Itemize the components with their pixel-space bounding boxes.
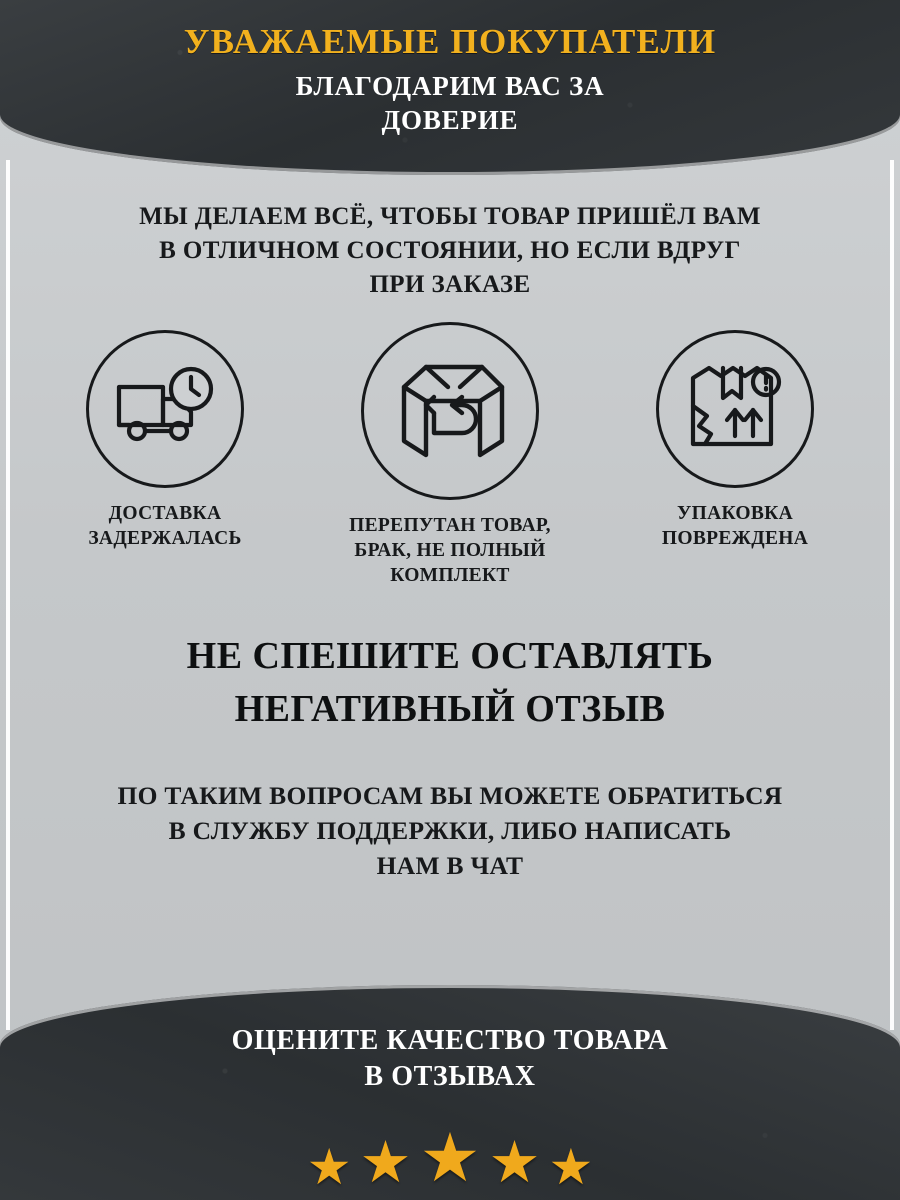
header-subtitle <box>215 70 685 138</box>
rating-stars[interactable] <box>0 1120 900 1196</box>
footer-banner <box>0 985 900 1200</box>
support-note-line-3: НАМ В ЧАТ <box>376 851 524 881</box>
issue-caption-delivery <box>30 502 300 552</box>
delivery-truck-clock-icon <box>113 365 217 454</box>
issue-caption-wrong-product-line3: КОМПЛЕКТ <box>390 564 510 586</box>
star-3[interactable]: ★ <box>419 1120 481 1196</box>
header-subtitle-line2: ДОВЕРИЕ <box>381 105 519 135</box>
support-note-line-1: ПО ТАКИМ ВОПРОСАМ ВЫ МОЖЕТЕ ОБРАТИТЬСЯ <box>117 781 783 810</box>
star-4[interactable]: ★ <box>488 1130 541 1195</box>
support-note-line-2: В СЛУЖБУ ПОДДЕРЖКИ, ЛИБО НАПИСАТЬ <box>168 816 732 846</box>
issue-caption-wrong-product-line1: ПЕРЕПУТАН ТОВАР, <box>349 515 551 536</box>
footer-title-line-1: ОЦЕНИТЕ КАЧЕСТВО ТОВАРА <box>231 1025 669 1056</box>
star-1[interactable]: ★ <box>306 1139 352 1195</box>
icon-circle-delivery <box>86 330 244 488</box>
issue-caption-wrong-product-line2: БРАК, НЕ ПОЛНЫЙ <box>354 539 546 561</box>
intro-line-3: ПРИ ЗАКАЗЕ <box>369 270 531 298</box>
issue-caption-damaged-line2: ПОВРЕЖДЕНА <box>661 527 809 549</box>
box-return-arrow-icon <box>390 357 510 466</box>
footer-title-line-2: В ОТЗЫВАХ <box>364 1061 536 1093</box>
header-subtitle-line1: БЛАГОДАРИМ ВАС ЗА <box>295 71 605 102</box>
icon-circle-damaged <box>656 330 814 488</box>
header-banner <box>0 0 900 175</box>
intro-line-2: В ОТЛИЧНОМ СОСТОЯНИИ, НО ЕСЛИ ВДРУГ <box>159 236 741 264</box>
damaged-package-icon <box>683 360 787 459</box>
issue-item-delivery-delay <box>30 330 300 552</box>
statement-text <box>0 630 900 736</box>
issue-item-damaged-package <box>600 330 870 552</box>
star-5[interactable]: ★ <box>548 1139 594 1195</box>
statement-line-1: НЕ СПЕШИТЕ ОСТАВЛЯТЬ <box>186 635 714 677</box>
statement-line-2: НЕГАТИВНЫЙ ОТЗЫВ <box>234 688 666 731</box>
intro-line-1: МЫ ДЕЛАЕМ ВСЁ, ЧТОБЫ ТОВАР ПРИШЁЛ ВАМ <box>139 203 761 230</box>
issue-caption-damaged-line1: УПАКОВКА <box>676 503 793 524</box>
issue-caption-damaged <box>600 502 870 552</box>
header-title: УВАЖАЕМЫЕ ПОКУПАТЕЛИ <box>183 22 717 61</box>
issue-caption-delivery-line1: ДОСТАВКА <box>108 503 222 524</box>
issue-item-wrong-product <box>315 330 585 589</box>
star-2[interactable]: ★ <box>359 1130 412 1195</box>
issue-icons-row <box>30 330 870 589</box>
icon-circle-box-return <box>361 322 539 500</box>
footer-title <box>0 1023 900 1096</box>
issue-caption-wrong-product <box>315 514 585 589</box>
intro-text <box>0 200 900 301</box>
issue-caption-delivery-line2: ЗАДЕРЖАЛАСЬ <box>88 527 242 549</box>
support-note <box>0 778 900 884</box>
header-text-block <box>0 22 900 138</box>
